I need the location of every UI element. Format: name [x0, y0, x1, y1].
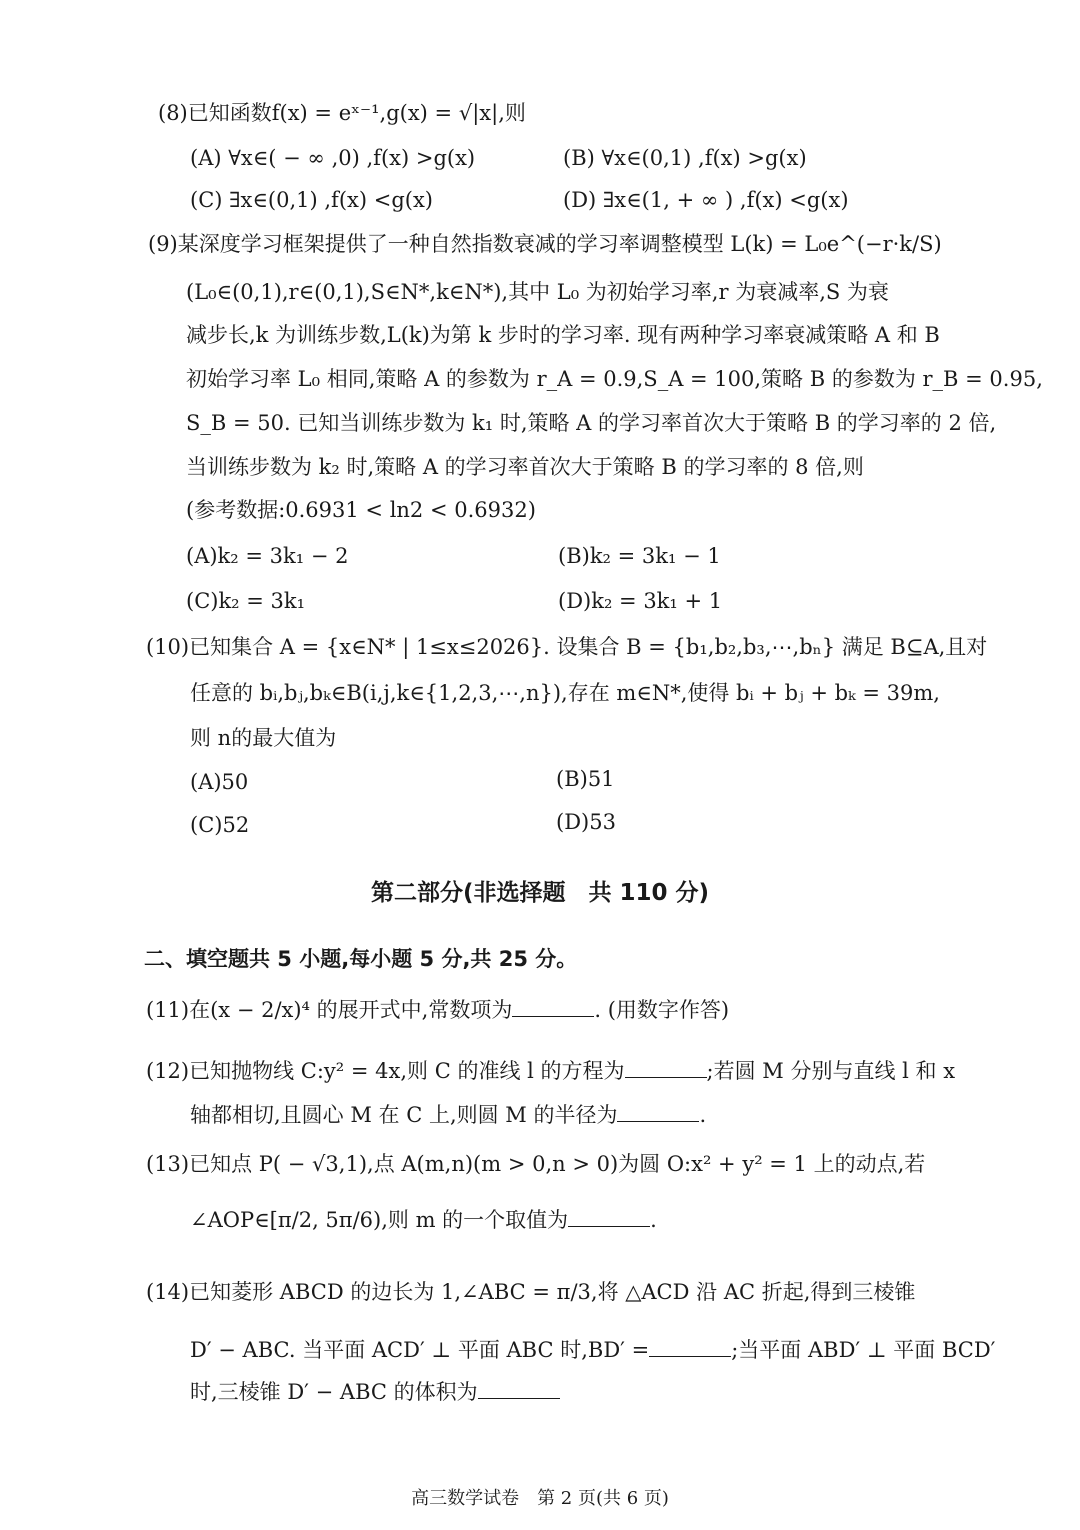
q9-line-3: 减步长,k 为训练步数,L(k)为第 k 步时的学习率. 现有两种学习率衰减策略 A 和 B: [186, 323, 940, 347]
q13-line-1: (13)已知点 P( − √3,1),点 A(m,n)(m > 0,n > 0)为圆 O:x² + y² = 1 上的动点,若: [146, 1152, 926, 1176]
q9-line-6: 当训练步数为 k₂ 时,策略 A 的学习率首次大于策略 B 的学习率的 8 倍,则: [186, 455, 864, 479]
q9-option-c: (C)k₂ = 3k₁: [186, 589, 306, 613]
q10-option-c: (C)52: [190, 813, 250, 837]
q12-answer-blank-2[interactable]: [617, 1103, 699, 1122]
q12-line2-suffix: .: [699, 1103, 707, 1127]
q10-option-b: (B)51: [556, 767, 615, 791]
q14-line-3: [190, 1380, 560, 1405]
q12-line-1: [146, 1059, 955, 1084]
q11-answer-blank[interactable]: [512, 998, 594, 1017]
page-footer: 高三数学试卷 第 2 页(共 6 页): [411, 1488, 669, 1509]
q9-line-1: (9)某深度学习框架提供了一种自然指数衰减的学习率调整模型 L(k) = L₀e^(−r·k/S): [148, 232, 942, 256]
q13-line2-suffix: .: [650, 1208, 657, 1232]
q9-option-b: (B)k₂ = 3k₁ − 1: [558, 544, 721, 568]
q9-option-a: (A)k₂ = 3k₁ − 2: [186, 544, 349, 568]
q14-line2-suffix: ;当平面 ABD′ ⊥ 平面 BCD′: [731, 1338, 996, 1362]
q8-option-a: (A) ∀x∈( − ∞ ,0) ,f(x) >g(x): [190, 146, 476, 170]
part-two-title: 第二部分(非选择题 共 110 分): [370, 880, 710, 906]
q10-option-d: (D)53: [556, 810, 616, 834]
q10-line-2: 任意的 bᵢ,bⱼ,bₖ∈B(i,j,k∈{1,2,3,⋯,n}),存在 m∈N*,使得 bᵢ + bⱼ + bₖ = 39m,: [190, 681, 940, 705]
q8-option-d: (D) ∃x∈(1, + ∞ ) ,f(x) <g(x): [563, 188, 849, 212]
q14-answer-blank-2[interactable]: [478, 1380, 560, 1399]
q13-line2-prefix: ∠AOP∈[π/2, 5π/6),则 m 的一个取值为: [190, 1208, 569, 1232]
fill-in-section-heading: 二、填空题共 5 小题,每小题 5 分,共 25 分。: [144, 947, 578, 971]
q13-answer-blank[interactable]: [568, 1208, 650, 1227]
q8-option-c: (C) ∃x∈(0,1) ,f(x) <g(x): [190, 188, 433, 212]
q9-line-4: 初始学习率 L₀ 相同,策略 A 的参数为 r_A = 0.9,S_A = 100,策略 B 的参数为 r_B = 0.95,: [186, 367, 1043, 391]
q9-reference-data: (参考数据:0.6931 < ln2 < 0.6932): [186, 498, 536, 522]
q14-line3-prefix: 时,三棱锥 D′ − ABC 的体积为: [190, 1380, 478, 1404]
q9-option-d: (D)k₂ = 3k₁ + 1: [558, 589, 723, 613]
q12-prefix: (12)已知抛物线 C:y² = 4x,则 C 的准线 l 的方程为: [146, 1059, 625, 1083]
q12-middle: ;若圆 M 分别与直线 l 和 x: [706, 1059, 956, 1083]
q9-line-2: (L₀∈(0,1),r∈(0,1),S∈N*,k∈N*),其中 L₀ 为初始学习率,r 为衰减率,S 为衰: [186, 280, 889, 304]
q14-line-1: (14)已知菱形 ABCD 的边长为 1,∠ABC = π/3,将 △ACD 沿 AC 折起,得到三棱锥: [146, 1280, 916, 1304]
q11-suffix: . (用数字作答): [594, 998, 730, 1022]
q14-line-2: [190, 1338, 995, 1363]
q10-line-1: (10)已知集合 A = {x∈N* | 1≤x≤2026}. 设集合 B = {b₁,b₂,b₃,⋯,bₙ} 满足 B⊆A,且对: [146, 635, 988, 659]
q10-option-a: (A)50: [190, 770, 249, 794]
q12-answer-blank-1[interactable]: [625, 1059, 707, 1078]
q11-prefix: (11)在(x − 2/x)⁴ 的展开式中,常数项为: [146, 998, 513, 1022]
q8-stem: (8)已知函数f(x) = eˣ⁻¹,g(x) = √|x|,则: [158, 101, 526, 125]
q12-line-2: [190, 1103, 706, 1128]
q13-line-2: [190, 1208, 657, 1233]
q11: [146, 998, 729, 1023]
q8-option-b: (B) ∀x∈(0,1) ,f(x) >g(x): [563, 146, 807, 170]
q14-line2-prefix: D′ − ABC. 当平面 ACD′ ⊥ 平面 ABC 时,BD′ =: [190, 1338, 650, 1362]
q12-line2-prefix: 轴都相切,且圆心 M 在 C 上,则圆 M 的半径为: [190, 1103, 618, 1127]
q14-answer-blank-1[interactable]: [649, 1338, 731, 1357]
q10-line-3: 则 n的最大值为: [190, 726, 337, 750]
q9-line-5: S_B = 50. 已知当训练步数为 k₁ 时,策略 A 的学习率首次大于策略 B 的学习率的 2 倍,: [186, 411, 997, 435]
